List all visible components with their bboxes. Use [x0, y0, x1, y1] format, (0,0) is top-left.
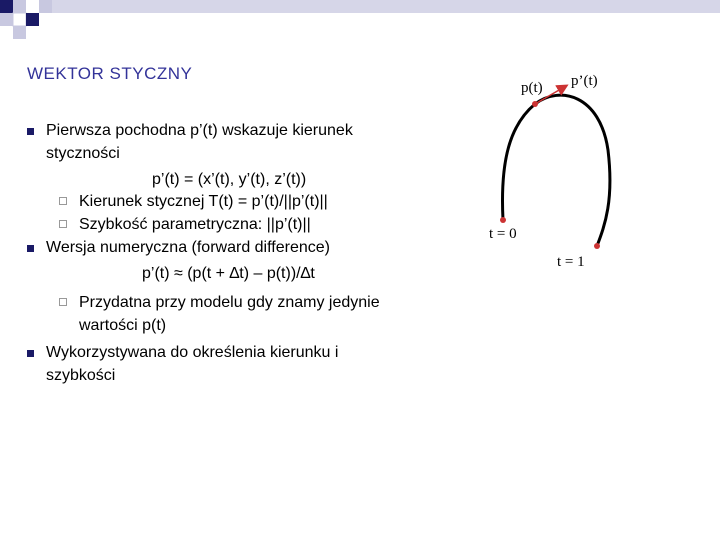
label-t-one: t = 1 [557, 254, 585, 270]
label-t-zero: t = 0 [489, 226, 517, 242]
bullet-text: Wykorzystywana do określenia kierunku i [46, 344, 339, 361]
sub-bullet-text: Kierunek stycznej T(t) = p’(t)/||p’(t)|| [79, 193, 328, 210]
curve-point-start [500, 217, 506, 223]
bullet-text-continued: szybkości [46, 367, 116, 384]
label-p-prime-of-t: p’(t) [571, 73, 598, 89]
curve-point-pt [532, 101, 538, 107]
bullet-text: Wersja numeryczna (forward difference) [46, 239, 330, 256]
formula-derivative: p’(t) = (x’(t), y’(t), z’(t)) [152, 171, 307, 188]
sub-bullet-text: Przydatna przy modelu gdy znamy jedynie [79, 294, 380, 311]
bullet-text: Pierwsza pochodna p’(t) wskazuje kierunek [46, 122, 353, 139]
label-p-of-t: p(t) [521, 80, 543, 96]
sub-bullet-text: Szybkość parametryczna: ||p’(t)|| [79, 216, 311, 233]
curve-point-end [594, 243, 600, 249]
formula-forward-difference: p’(t) ≈ (p(t + ∆t) – p(t))/∆t [142, 265, 315, 282]
bullet-text-continued: styczności [46, 145, 120, 162]
slide-title: WEKTOR STYCZNY [27, 64, 193, 83]
parametric-curve [502, 95, 609, 246]
sub-bullet-text-continued: wartości p(t) [79, 317, 167, 334]
